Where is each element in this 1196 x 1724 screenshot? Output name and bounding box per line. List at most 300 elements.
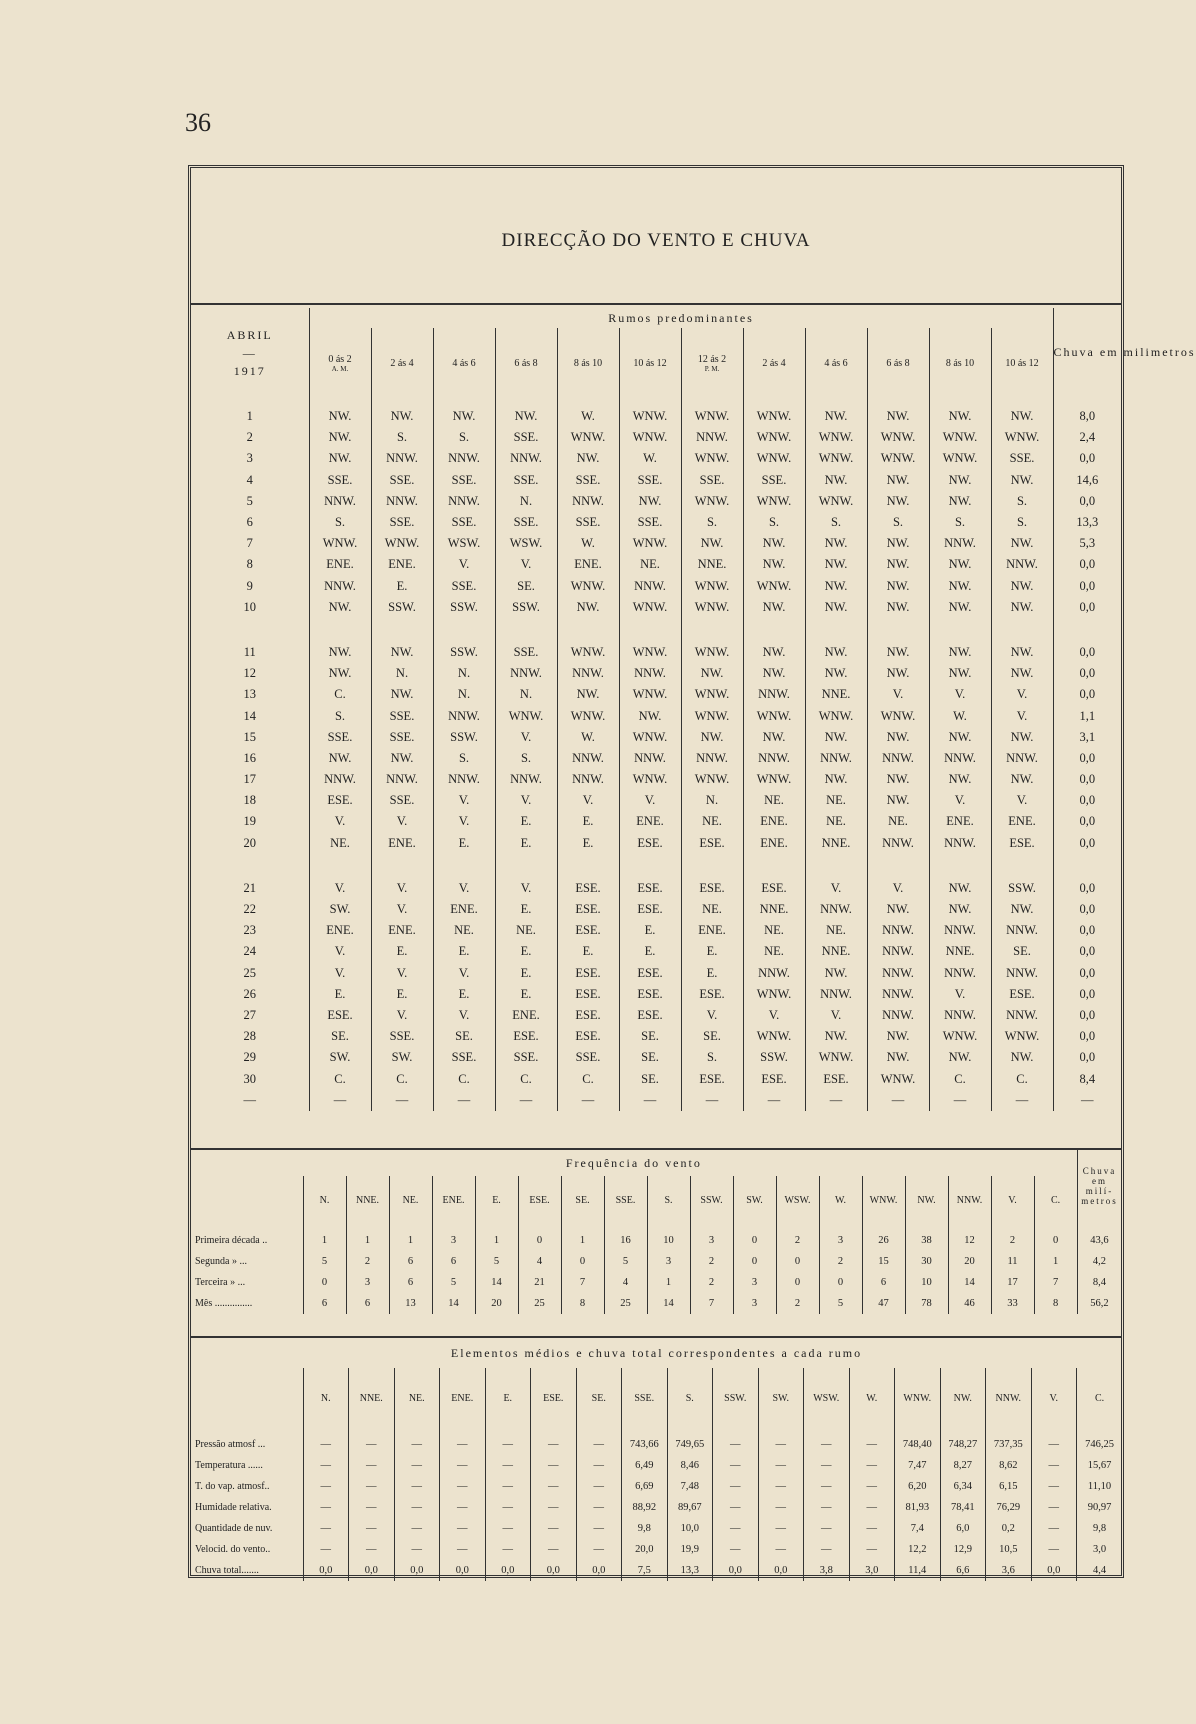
direction-cell: E. [557,833,619,854]
direction-cell: NE. [433,920,495,941]
element-cell: — [1031,1428,1077,1455]
direction-cell: NW. [681,663,743,684]
frequency-cell: 4 [604,1272,647,1293]
direction-cell: NW. [805,727,867,748]
element-cell: — [849,1428,895,1455]
table-row [191,427,1121,448]
element-cell: — [394,1428,440,1455]
direction-cell: NNW. [805,899,867,920]
element-cell: 3,6 [986,1560,1032,1581]
table-row [191,663,1121,684]
direction-cell: S. [681,1047,743,1068]
period-label: 2 ás 4 [762,357,786,369]
element-cell: 737,35 [986,1428,1032,1455]
direction-header: NNW. [948,1176,991,1224]
element-cell: — [849,1476,895,1497]
dash-cell: — [557,1090,619,1111]
direction-cell: ESE. [619,878,681,899]
direction-cell: NNW. [619,748,681,769]
element-cell: — [303,1476,349,1497]
direction-cell: SSE. [371,512,433,533]
element-cell: — [576,1518,622,1539]
direction-cell: WNW. [743,576,805,597]
element-cell: 15,67 [1077,1455,1123,1476]
direction-cell: V. [433,878,495,899]
direction-cell: NE. [743,941,805,962]
table-row [191,597,1121,618]
direction-header: V. [991,1176,1034,1224]
direction-cell: W. [929,705,991,726]
frequency-cell: 43,6 [1077,1224,1121,1251]
element-cell: 0,0 [440,1560,486,1581]
dash-cell: — [619,1090,681,1111]
direction-cell: ENE. [433,899,495,920]
direction-cell: NW. [743,642,805,663]
direction-cell: E. [371,576,433,597]
direction-cell: WNW. [805,448,867,469]
element-cell: — [531,1428,577,1455]
elements-header: Elementos médios e chuva total correspondentes a cada rumo [191,1337,1122,1368]
direction-cell: NW. [805,663,867,684]
frequency-cell: 7 [1034,1272,1077,1293]
direction-cell: E. [433,833,495,854]
direction-cell: WNW. [743,769,805,790]
direction-cell: NW. [929,899,991,920]
direction-cell: WSW. [433,533,495,554]
direction-cell: WNW. [495,705,557,726]
direction-cell: V. [495,790,557,811]
direction-cell: NW. [805,554,867,575]
direction-cell: V. [991,790,1053,811]
direction-cell: NW. [991,727,1053,748]
row-label: Primeira década .. [195,1235,268,1246]
period-header [309,328,371,398]
table-row [191,642,1121,663]
period-label: 6 ás 8 [514,357,538,369]
direction-cell: ESE. [743,878,805,899]
frequency-header: Frequência do vento [191,1149,1077,1176]
period-header [991,328,1053,398]
gap-cell [867,618,929,642]
direction-cell: WNW. [681,597,743,618]
direction-cell: ENE. [557,554,619,575]
dash-cell: — [433,1090,495,1111]
direction-cell: S. [433,427,495,448]
frequency-cell: 6 [432,1251,475,1272]
direction-cell: NW. [867,663,929,684]
direction-cell: NNW. [371,491,433,512]
period-label: 12 ás 2 [697,353,727,365]
month-year-header: ABRIL — 1917 [226,328,273,378]
direction-cell: SSE. [495,512,557,533]
table-row [191,533,1121,554]
frequency-cell: 2 [690,1251,733,1272]
direction-cell: NW. [929,1047,991,1068]
direction-cell: S. [743,512,805,533]
frequency-cell: 2 [690,1272,733,1293]
table-row [191,554,1121,575]
direction-header: SSE. [604,1176,647,1224]
direction-cell: NNW. [309,491,371,512]
day-cell: 10 [243,599,256,614]
frequency-cell: 25 [604,1293,647,1314]
frequency-cell: 8,4 [1077,1272,1121,1293]
element-cell: — [713,1497,759,1518]
element-cell: — [394,1518,440,1539]
page-title: DIRECÇÃO DO VENTO E CHUVA [501,230,811,251]
direction-cell: NE. [805,920,867,941]
direction-cell: NNW. [371,769,433,790]
direction-cell: V. [929,684,991,705]
gap-cell [495,854,557,878]
direction-cell: SSE. [557,1047,619,1068]
gap-cell [371,618,433,642]
table-row [191,920,1121,941]
direction-cell: NW. [867,597,929,618]
period-label: 2 ás 4 [390,357,414,369]
frequency-cell: 0 [776,1251,819,1272]
frequency-cell: 33 [991,1293,1034,1314]
label-header [191,1368,303,1428]
element-cell: — [531,1476,577,1497]
direction-cell: V. [805,878,867,899]
direction-cell: NNW. [681,427,743,448]
direction-cell: NE. [743,920,805,941]
frequency-cell: 2 [776,1224,819,1251]
frequency-cell: 1 [475,1224,518,1251]
direction-cell: WNW. [867,427,929,448]
direction-cell: N. [371,663,433,684]
direction-cell: NNE. [929,941,991,962]
element-cell: — [1031,1518,1077,1539]
element-cell: 0,2 [986,1518,1032,1539]
gap-cell [1053,854,1121,878]
element-cell: — [804,1476,850,1497]
direction-cell: ESE. [619,899,681,920]
direction-cell: SSE. [619,470,681,491]
direction-cell: NW. [867,554,929,575]
direction-cell: NW. [805,576,867,597]
direction-cell: W. [557,398,619,427]
rain-cell: 5,3 [1053,533,1121,554]
decade-gap [191,854,1121,878]
frequency-cell: 0 [733,1224,776,1251]
day-cell: 2 [246,430,253,445]
day-cell: 29 [243,1050,256,1065]
day-cell: 21 [243,880,256,895]
direction-cell: ESE. [557,1026,619,1047]
element-cell: — [804,1455,850,1476]
direction-cell: NW. [929,727,991,748]
element-cell: 749,65 [667,1428,713,1455]
rain-cell: 0,0 [1053,1005,1121,1026]
direction-cell: NW. [743,533,805,554]
element-cell: 8,62 [986,1455,1032,1476]
period-label: 8 ás 10 [573,357,603,369]
rain-cell: 3,1 [1053,727,1121,748]
element-cell: 6,0 [940,1518,986,1539]
element-cell: — [440,1455,486,1476]
direction-cell: NNE. [805,684,867,705]
element-cell: 748,40 [895,1428,941,1455]
direction-cell: S. [309,705,371,726]
direction-cell: SSE. [433,470,495,491]
direction-cell: NW. [867,533,929,554]
table-row [191,790,1121,811]
element-cell: 7,5 [622,1560,668,1581]
frequency-cell: 21 [518,1272,561,1293]
frequency-cell: 6 [389,1251,432,1272]
table-row [191,576,1121,597]
element-cell: — [349,1539,395,1560]
direction-cell: NNE. [805,833,867,854]
direction-cell: ESE. [681,984,743,1005]
gap-cell [681,618,743,642]
rain-cell: 0,0 [1053,878,1121,899]
element-cell: 7,48 [667,1476,713,1497]
direction-cell: WNW. [371,533,433,554]
direction-cell: NW. [929,663,991,684]
direction-cell: ESE. [619,963,681,984]
row-label: Segunda » ... [195,1256,247,1267]
element-cell: 6,6 [940,1560,986,1581]
direction-cell: V. [309,878,371,899]
frequency-cell: 6 [862,1272,905,1293]
direction-cell: NW. [743,597,805,618]
direction-header: ENE. [432,1176,475,1224]
direction-cell: V. [309,811,371,832]
rain-cell: 0,0 [1053,1047,1121,1068]
direction-cell: NNW. [867,941,929,962]
direction-cell: E. [495,984,557,1005]
gap-cell [1053,618,1121,642]
direction-cell: SSE. [743,470,805,491]
direction-cell: WNW. [619,727,681,748]
am-label: A. M. [331,364,349,373]
rain-cell: 0,0 [1053,941,1121,962]
dash-cell: — [243,1092,256,1107]
element-cell: — [758,1455,804,1476]
element-cell: — [576,1455,622,1476]
direction-cell: SE. [433,1026,495,1047]
direction-cell: NNW. [433,448,495,469]
direction-header: C. [1034,1176,1077,1224]
frequency-cell: 7 [690,1293,733,1314]
direction-cell: NNW. [991,748,1053,769]
frequency-cell: 3 [690,1224,733,1251]
rain-cell: 0,0 [1053,642,1121,663]
element-cell: — [576,1497,622,1518]
element-cell: 76,29 [986,1497,1032,1518]
frequency-cell: 0 [819,1272,862,1293]
direction-header: ESE. [531,1368,577,1428]
direction-cell: WNW. [619,398,681,427]
direction-cell: WNW. [619,427,681,448]
direction-cell: SSW. [743,1047,805,1068]
gap-cell [433,854,495,878]
direction-cell: E. [495,811,557,832]
direction-cell: SE. [619,1068,681,1089]
direction-cell: NNW. [557,748,619,769]
direction-cell: NW. [309,748,371,769]
direction-cell: NW. [309,642,371,663]
frequency-cell: 0 [303,1272,346,1293]
frequency-cell: 6 [389,1272,432,1293]
element-cell: 11,10 [1077,1476,1123,1497]
direction-cell: WNW. [681,769,743,790]
rain-cell: 0,0 [1053,790,1121,811]
frequency-cell: 6 [303,1293,346,1314]
table-row [191,512,1121,533]
element-cell: 10,0 [667,1518,713,1539]
direction-cell: WNW. [743,984,805,1005]
table-row [191,1068,1121,1089]
direction-cell: NNW. [619,663,681,684]
direction-cell: WNW. [929,427,991,448]
period-header [867,328,929,398]
direction-cell: SSW. [991,878,1053,899]
direction-cell: NW. [929,398,991,427]
direction-cell: W. [619,448,681,469]
element-cell: 8,27 [940,1455,986,1476]
direction-cell: WNW. [743,427,805,448]
direction-cell: SSE. [433,576,495,597]
direction-cell: S. [805,512,867,533]
direction-cell: NNW. [991,963,1053,984]
rain-cell: 0,0 [1053,663,1121,684]
rain-header: Chuva em milimetros [1053,308,1121,398]
direction-cell: NE. [681,899,743,920]
period-header [495,328,557,398]
direction-cell: V. [433,963,495,984]
gap-cell [929,618,991,642]
rain-cell: 0,0 [1053,684,1121,705]
direction-header: W. [819,1176,862,1224]
element-cell: 9,8 [1077,1518,1123,1539]
day-cell: 14 [243,708,256,723]
direction-cell: NW. [929,878,991,899]
day-cell: 27 [243,1007,256,1022]
frequency-cell: 3 [346,1272,389,1293]
direction-cell: NW. [867,491,929,512]
direction-cell: ESE. [619,833,681,854]
direction-cell: NW. [991,663,1053,684]
element-cell: — [758,1539,804,1560]
direction-cell: NW. [991,470,1053,491]
direction-cell: WNW. [805,1047,867,1068]
direction-cell: WNW. [929,1026,991,1047]
direction-cell: NW. [743,663,805,684]
period-header [371,328,433,398]
direction-cell: N. [495,491,557,512]
frequency-cell: 5 [819,1293,862,1314]
direction-cell: ESE. [743,1068,805,1089]
direction-header: WSW. [804,1368,850,1428]
element-cell: — [713,1455,759,1476]
dash-row [191,1090,1121,1111]
gap-cell [191,618,309,642]
gap-cell [743,618,805,642]
direction-cell: C. [433,1068,495,1089]
direction-cell: V. [433,811,495,832]
direction-cell: V. [557,790,619,811]
direction-header: SSE. [622,1368,668,1428]
table-row [191,1455,1122,1476]
direction-cell: NNW. [619,576,681,597]
rain-cell: 0,0 [1053,554,1121,575]
direction-cell: NW. [805,533,867,554]
period-label: 8 ás 10 [945,357,975,369]
period-header [929,328,991,398]
frequency-cell: 5 [475,1251,518,1272]
direction-cell: E. [495,941,557,962]
frequency-cell: 3 [733,1293,776,1314]
direction-cell: SSW. [433,727,495,748]
day-cell: 11 [243,644,256,659]
direction-cell: NNW. [929,920,991,941]
group-header: Rumos predominantes [309,308,1053,328]
table-row [191,1047,1121,1068]
table-row [191,963,1121,984]
direction-cell: V. [371,878,433,899]
element-cell: — [713,1539,759,1560]
period-header [681,328,743,398]
direction-cell: V. [495,727,557,748]
element-cell: — [440,1476,486,1497]
direction-cell: C. [309,684,371,705]
direction-cell: SE. [681,1026,743,1047]
direction-header: NNW. [986,1368,1032,1428]
table-row [191,684,1121,705]
element-cell: — [713,1476,759,1497]
direction-cell: V. [371,963,433,984]
table-row [191,1497,1122,1518]
element-cell: — [713,1518,759,1539]
direction-cell: ENE. [309,920,371,941]
direction-cell: NW. [805,470,867,491]
direction-header: SW. [758,1368,804,1428]
table-row [191,1251,1121,1272]
row-label: Velocid. do vento.. [195,1544,271,1555]
direction-cell: E. [557,941,619,962]
direction-cell: NNW. [495,663,557,684]
frequency-cell: 3 [733,1272,776,1293]
element-cell: — [485,1455,531,1476]
frequency-cell: 14 [647,1293,690,1314]
direction-cell: C. [371,1068,433,1089]
direction-cell: NNW. [681,748,743,769]
dash-cell: — [371,1090,433,1111]
element-cell: 19,9 [667,1539,713,1560]
direction-cell: NE. [681,811,743,832]
direction-cell: SSE. [371,790,433,811]
direction-cell: V. [805,1005,867,1026]
direction-cell: NE. [805,790,867,811]
frequency-cell: 8 [1034,1293,1077,1314]
element-cell: — [440,1428,486,1455]
table-row [191,1026,1121,1047]
frequency-cell: 56,2 [1077,1293,1121,1314]
direction-cell: C. [929,1068,991,1089]
direction-cell: SSE. [557,512,619,533]
direction-cell: NW. [867,769,929,790]
direction-cell: NNW. [929,1005,991,1026]
direction-cell: WNW. [743,705,805,726]
direction-cell: ENE. [929,811,991,832]
direction-cell: NW. [991,769,1053,790]
element-cell: 6,34 [940,1476,986,1497]
direction-cell: E. [681,941,743,962]
